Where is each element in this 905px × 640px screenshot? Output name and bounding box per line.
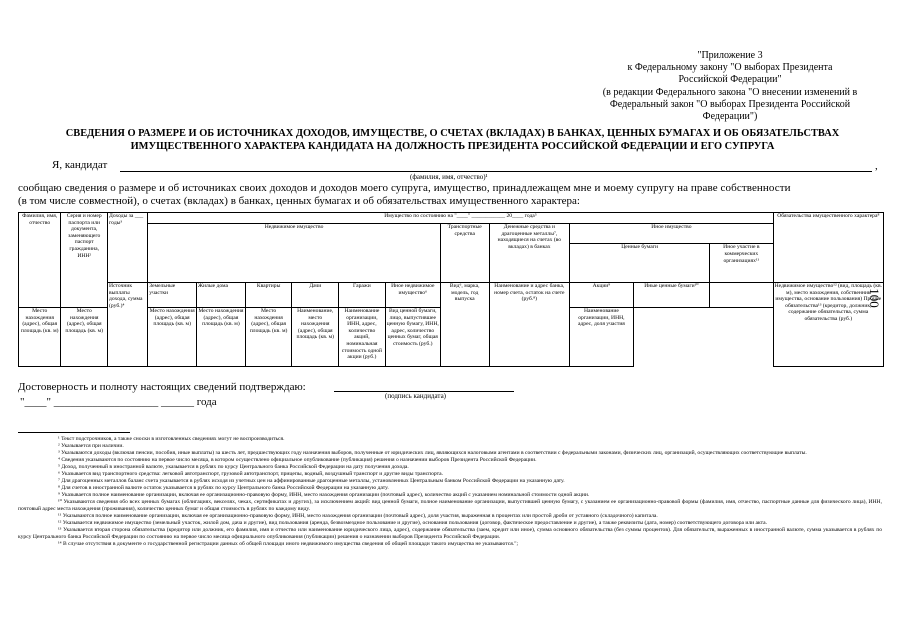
appendix-line: Российской Федерации" bbox=[678, 74, 782, 86]
document-title bbox=[10, 128, 895, 153]
other-securities-detail: Вид ценной бумаги, лицо, выпустившее ценную бумагу, ИНН, адрес, количество ценных бумаг, общая стоимость (руб.) bbox=[385, 308, 440, 367]
col-money: Денежные средства и драгоценные металлы⁷, находящиеся на счетах (во вкладах) в банках bbox=[489, 224, 570, 283]
col-shares: Акции⁹ bbox=[570, 283, 634, 308]
realty-other: Иное недвижимое имущество⁶ bbox=[385, 283, 440, 308]
appendix-line: (в редакции Федерального закона "О внесении изменений в bbox=[602, 86, 858, 98]
realty-apartments-detail: Место нахождения (адрес), общая площадь (кв. м) bbox=[148, 308, 197, 367]
col-income-group: Доходы за ___ годы³ bbox=[108, 213, 148, 283]
footnote: ⁴ Сведения указываются по состоянию на первое число месяца, в котором осуществлено официальное опубликование (публикация) решения о назначении выборов Президента Российской Федерации. bbox=[58, 457, 537, 463]
realty-dachas-detail: Место нахождения (адрес), общая площадь (кв. м) bbox=[197, 308, 246, 367]
col-other-property: Иное имущество bbox=[570, 224, 774, 244]
commercial-spacer bbox=[710, 283, 774, 308]
footnote: ³ Указываются доходы (включая пенсии, пособия, иные выплаты) за шесть лет, предшествующих году назначения выборов, полученные от юридических лиц, являющихся налоговыми агентами в соответствии с федеральными законами, физических лиц, организаций, осуществляющих соответствующие выплаты. bbox=[58, 450, 807, 456]
realty-houses: Жилые дома bbox=[197, 283, 246, 308]
appendix-heading bbox=[565, 50, 895, 123]
col-realty: Недвижимое имущество bbox=[148, 224, 441, 283]
col-transport: Транспортные средства bbox=[440, 224, 489, 283]
commercial-detail: Наименование организации, ИНН, адрес, доля участия bbox=[570, 308, 634, 367]
footnote: ¹ Текст подстрочников, а также сноски в изготовленных сведениях могут не воспроизводиться. bbox=[58, 436, 285, 442]
appendix-line: Федеральный закон "О выборах Президента Российской bbox=[609, 98, 851, 110]
col-fio: Фамилия, имя, отчество bbox=[19, 213, 61, 308]
footnote: ² Указывается при наличии. bbox=[58, 443, 124, 449]
appendix-line: "Приложение 3 bbox=[697, 50, 763, 61]
realty-land-detail: Место нахождения (адрес), общая площадь (кв. м) bbox=[19, 308, 61, 367]
candidate-name-field[interactable] bbox=[120, 171, 872, 172]
candidate-label: Я, кандидат bbox=[52, 159, 108, 171]
footnote: ¹³ Указывается вторая сторона обязательства (кредитор или должник, его фамилия, имя и отчество или наименование юридического лица, адрес), содержание обязательства (заем, кредит или иное), сумма основного обязательства (без суммы процентов). Для обязательств, выраженных в иностранной валюте, сумма указывается в рублях по курсу Центрального банка Российской Федерации по состоянию на первое число месяца официального опубликования (публикации) решения о назначении выборов Президента Российской Федерации. bbox=[18, 527, 882, 540]
title-line-1: СВЕДЕНИЯ О РАЗМЕРЕ И ОБ ИСТОЧНИКАХ ДОХОДОВ, ИМУЩЕСТВЕ, О СЧЕТАХ (ВКЛАДАХ) В БАНКАХ, ЦЕННЫХ БУМАГАХ И ОБ ОБЯЗАТЕЛЬСТВАХ bbox=[65, 128, 840, 139]
col-other-securities: Иные ценные бумаги¹⁰ bbox=[633, 283, 709, 308]
obligations-detail: Недвижимое имущество¹² (вид, площадь (кв. м), место нахождения, собственник имущества, основание пользования) Прочие обязательства¹³ (кредитор, должник, содержание обязательства, сумма обязательства (руб.) bbox=[773, 283, 883, 367]
realty-garages-detail: Место нахождения (адрес), общая площадь (кв. м) bbox=[245, 308, 292, 367]
intro-line-1: сообщаю сведения о размере и об источниках своих доходов и доходов моего супруга, имущество, принадлежащем мне и моему супругу на праве собственности bbox=[18, 182, 791, 194]
date-line: "____" ___________________ ______ года bbox=[20, 396, 217, 408]
page-number: 100 bbox=[866, 288, 882, 308]
declaration-table bbox=[18, 212, 884, 367]
realty-houses-detail: Место нахождения (адрес), общая площадь (кв. м) bbox=[61, 308, 108, 367]
fio-caption: (фамилия, имя, отчество)¹ bbox=[410, 173, 488, 181]
footnote: ¹¹ Указываются полное наименование организации, включая ее организационно-правовую форму, ИНН, место нахождения организации (почтовый адрес), доля участия, выраженная в процентах или простой дроби от уставного (складочного) капитала. bbox=[58, 513, 658, 519]
money-detail: Наименование и адрес банка, номер счета, остаток на счете (руб.⁸) bbox=[489, 283, 570, 367]
appendix-line: Федерации") bbox=[702, 111, 758, 123]
appendix-line: к Федеральному закону "О выборах Президента bbox=[627, 62, 833, 74]
realty-garages: Гаражи bbox=[339, 283, 386, 308]
col-obligations: Обязательства имущественного характера⁸ bbox=[773, 213, 883, 283]
signature-caption: (подпись кандидата) bbox=[385, 392, 447, 400]
realty-other-detail: Наименование, место нахождения (адрес), общая площадь (кв. м) bbox=[292, 308, 339, 367]
shares-detail: Наименование организации, ИНН, адрес, количество акций, номинальная стоимость одной акции (руб.) bbox=[339, 308, 386, 367]
candidate-comma: , bbox=[875, 160, 878, 172]
footnote: ¹⁰ Указываются сведения обо всех ценных бумагах (облигациях, векселях, чеках, сертификатах и других), за исключением акций: вид ценной бумаги, полное наименование организации, выпустившей ценную бумагу, с указанием ее организационно-правовой формы (фамилия, имя, отчество, паспортные данные для физического лица), ИНН, почтовый адрес места нахождения (проживания), количество ценных бумаг и общая стоимость в рублях по каждому виду. bbox=[18, 499, 882, 512]
col-commercial: Иное участие в коммерческих организациях¹¹ bbox=[710, 244, 774, 283]
footnote: ⁷ Для драгоценных металлов баланс счета указывается в рублях исходя из учетных цен на аффинированные драгоценные металлы, установленных Центральным банком Российской Федерации на указанную дату. bbox=[58, 478, 565, 484]
realty-land: Земельные участки bbox=[148, 283, 197, 308]
transport-detail: Вид⁶, марка, модель, год выпуска bbox=[440, 283, 489, 367]
intro-line-2: (в том числе совместной), о счетах (вкладах) в банках, ценных бумагах и об обязательствах имущественного характера: bbox=[18, 195, 580, 207]
footnotes bbox=[18, 436, 882, 548]
realty-apartments: Квартиры bbox=[245, 283, 292, 308]
footnote: ⁹ Указывается полное наименование организации, включая ее организационно-правовую форму, ИНН, место нахождения организации (почтовый адрес), количество акций с указанием номинальной стоимости одной акции. bbox=[58, 492, 590, 498]
footnote: ⁸ Для счетов в иностранной валюте остаток указывается в рублях по курсу Центрального банка Российской Федерации на указанную дату. bbox=[58, 485, 389, 491]
col-securities: Ценные бумаги bbox=[570, 244, 710, 283]
footnote: ¹² Указывается недвижимое имущество (земельный участок, жилой дом, дача и другие), вид пользования (аренда, безвозмездное пользование и другие), основания пользования (договор, фактическое предоставление и другие), а также реквизиты (дата, номер) соответствующего договора или акта. bbox=[58, 520, 768, 526]
footnote: ¹⁴ В случае отсутствия в документе о государственной регистрации данных об общей площади иного недвижимого имущества сведения об общей площади такого имущества не указываются."; bbox=[58, 541, 519, 547]
title-line-2: ИМУЩЕСТВЕННОГО ХАРАКТЕРА КАНДИДАТА НА ДОЛЖНОСТЬ ПРЕЗИДЕНТА РОССИЙСКОЙ ФЕДЕРАЦИИ И ЕГО СУПРУГА bbox=[130, 140, 775, 152]
confirm-text: Достоверность и полноту настоящих сведений подтверждаю: bbox=[18, 381, 306, 393]
footnote-divider bbox=[18, 432, 130, 433]
property-header: Имущество по состоянию на "____" ____________ 20____ года⁵ bbox=[148, 213, 773, 224]
col-passport: Серия и номер паспорта или документа, заменяющего паспорт гражданина, ИНН² bbox=[61, 213, 108, 308]
col-income-source: Источник выплаты дохода, сумма (руб.)⁴ bbox=[108, 283, 148, 367]
footnote: ⁵ Доход, полученный в иностранной валюте, указывается в рублях по курсу Центрального банка Российской Федерации на дату получения дохода. bbox=[58, 464, 409, 470]
realty-dachas: Дачи bbox=[292, 283, 339, 308]
footnote: ⁶ Указывается вид транспортного средства: легковой автотранспорт, грузовой автотранспорт, прицепы, водный, воздушный транспорт и другие виды транспорта. bbox=[58, 471, 444, 477]
